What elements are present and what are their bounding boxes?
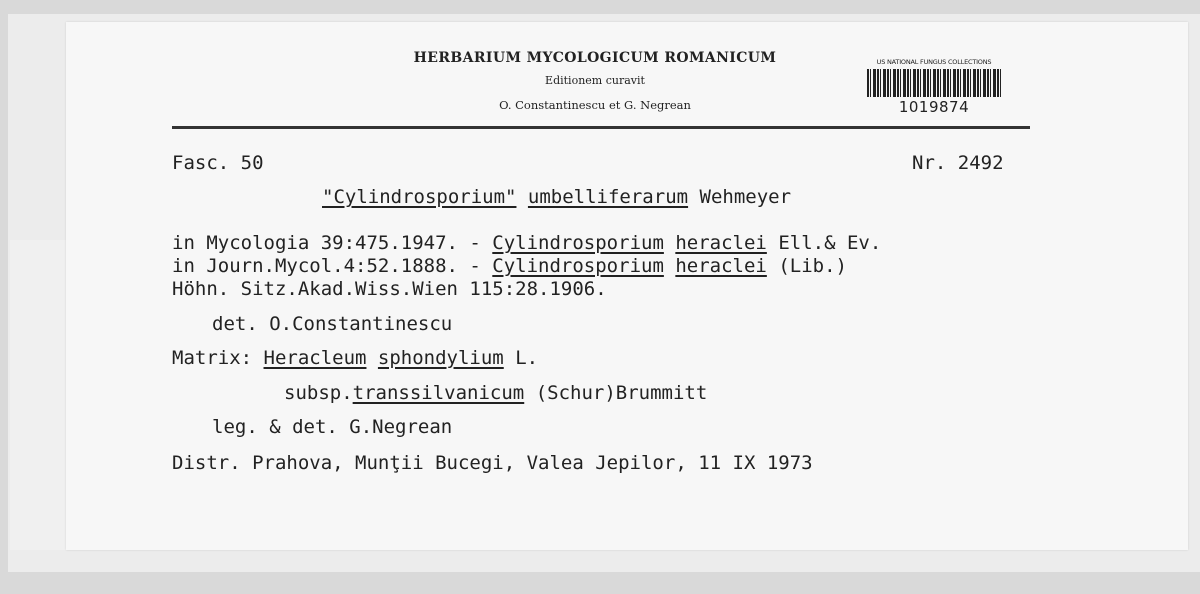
subsp-author: (Schur)Brummitt — [535, 382, 708, 404]
species-epithet: umbelliferarum — [527, 186, 689, 208]
fascicle-number: Fasc. 50 — [172, 152, 264, 174]
subsp-prefix: subsp. — [284, 382, 353, 404]
header-divider — [172, 126, 1030, 129]
citation-line-1 — [172, 232, 881, 254]
herbarium-subtitle: Editionem curavit — [545, 74, 645, 87]
herbarium-editors: O. Constantinescu et G. Negrean — [499, 98, 691, 112]
matrix-epithet: sphondylium — [377, 347, 504, 369]
matrix-genus: Heracleum — [263, 347, 367, 369]
paper-strip — [10, 240, 68, 550]
specimen-number: Nr. 2492 — [912, 152, 1004, 174]
collector: leg. & det. G.Negrean — [212, 416, 453, 438]
species-name — [322, 186, 791, 208]
determiner: det. O.Constantinescu — [212, 313, 453, 335]
locality: Distr. Prahova, Munţii Bucegi, Valea Jepilor, 11 IX 1973 — [172, 452, 813, 474]
barcode-icon — [867, 69, 1001, 97]
citation-2-suffix: (Lib.) — [778, 255, 847, 277]
citation-1-epithet: heraclei — [675, 232, 767, 254]
species-genus: "Cylindrosporium" — [322, 186, 517, 208]
citation-1-suffix: Ell.& Ev. — [778, 232, 882, 254]
herbarium-title: HERBARIUM MYCOLOGICUM ROMANICUM — [413, 50, 777, 66]
barcode-caption: US NATIONAL FUNGUS COLLECTIONS — [876, 58, 992, 66]
matrix-prefix: Matrix: — [172, 347, 264, 369]
matrix-host — [172, 347, 538, 369]
matrix-subspecies — [284, 382, 707, 404]
subsp-name: transsilvanicum — [352, 382, 525, 404]
citation-1-genus: Cylindrosporium — [492, 232, 664, 254]
citation-line-3: Höhn. Sitz.Akad.Wiss.Wien 115:28.1906. — [172, 278, 607, 300]
citation-line-2 — [172, 255, 847, 277]
matrix-author: L. — [515, 347, 539, 369]
barcode-number: 1019874 — [898, 98, 970, 116]
citation-2-genus: Cylindrosporium — [492, 255, 664, 277]
citation-2-prefix: in Journ.Mycol.4:52.1888. - — [172, 255, 493, 277]
citation-1-prefix: in Mycologia 39:475.1947. - — [172, 232, 493, 254]
citation-2-epithet: heraclei — [675, 255, 767, 277]
species-author: Wehmeyer — [699, 186, 792, 208]
barcode-label — [862, 58, 1006, 124]
